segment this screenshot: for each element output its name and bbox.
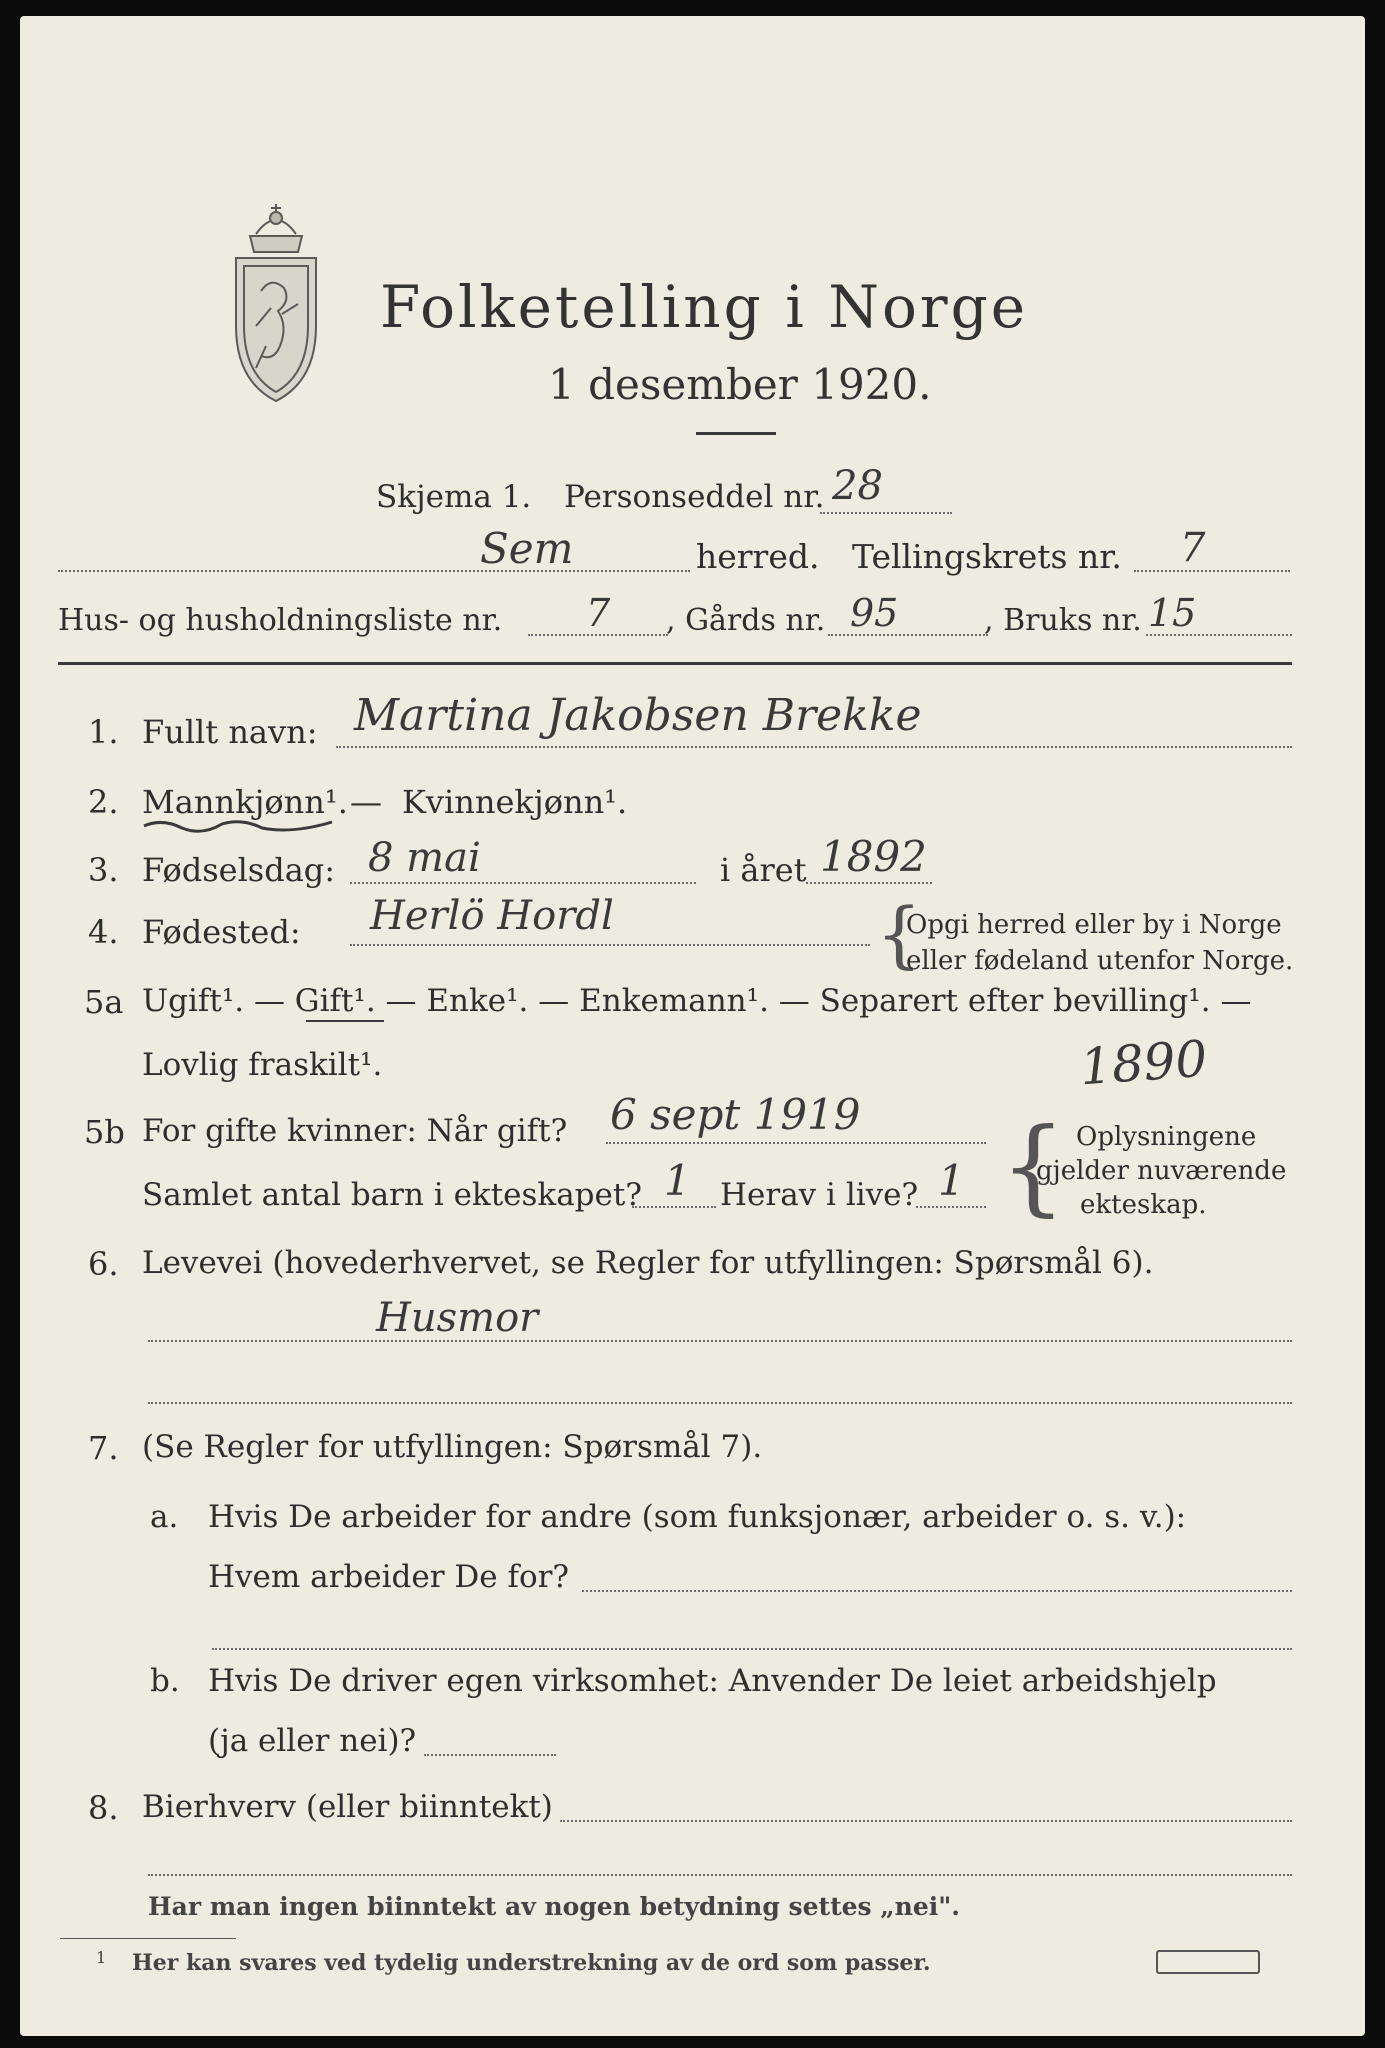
q5b-note-1: Oplysningene: [1076, 1122, 1257, 1152]
q5a-number: 5a: [84, 983, 124, 1021]
q5b-children-label: Samlet antal barn i ekteskapet?: [142, 1177, 642, 1213]
personseddel-label: Personseddel nr.: [564, 479, 825, 515]
tellingskrets-line: [1134, 570, 1290, 572]
q7a-line-2: Hvem arbeider De for?: [208, 1559, 570, 1595]
q2-female: Kvinnekjønn¹.: [402, 783, 628, 821]
q5b-children-value: 1: [664, 1156, 691, 1205]
q3-year-line: [806, 882, 932, 884]
hus-value: 7: [586, 591, 611, 635]
q5b-number: 5b: [84, 1113, 125, 1151]
herred-label: herred.: [696, 537, 820, 576]
q6-line-1: [148, 1340, 1292, 1342]
q4-number: 4.: [88, 913, 119, 951]
footer-note: Har man ingen biinntekt av nogen betydning settes „nei".: [148, 1892, 960, 1921]
herred-value: Sem: [480, 524, 574, 573]
q5b-alive-label: Herav i live?: [720, 1177, 919, 1213]
q5b-note-3: ekteskap.: [1080, 1190, 1207, 1220]
q1-value: Martina Jakobsen Brekke: [354, 690, 922, 741]
q7a-letter: a.: [150, 1499, 179, 1535]
q3-year-value: 1892: [820, 832, 927, 881]
title-divider: [696, 432, 776, 435]
personseddel-line: [820, 512, 952, 514]
q5b-married-value: 6 sept 1919: [610, 1090, 861, 1139]
q6-line-2: [148, 1402, 1292, 1404]
q5b-brace: {: [1000, 1105, 1067, 1227]
q5b-note-2: gjelder nuværende: [1036, 1156, 1287, 1186]
q4-line: [350, 944, 870, 946]
hus-label: Hus- og husholdningsliste nr.: [58, 603, 503, 638]
personseddel-value: 28: [832, 463, 883, 509]
q3-year-label: i året: [720, 851, 807, 889]
footnote-mark: 1: [96, 1948, 107, 1967]
q5b-alive-value: 1: [938, 1156, 965, 1205]
q1-line: [336, 746, 1292, 748]
q5a-annotation: 1890: [1078, 1029, 1210, 1097]
q7-label: (Se Regler for utfyllingen: Spørsmål 7).: [142, 1429, 763, 1465]
gards-label: , Gårds nr.: [666, 603, 826, 638]
q7a-answer-line-2: [212, 1648, 1292, 1650]
q5a-line-1: Ugift¹. — Gift¹. — Enke¹. — Enkemann¹. — Separert efter bevilling¹. —: [142, 983, 1252, 1019]
q8-line-2: [148, 1874, 1292, 1876]
printer-stamp: [1156, 1950, 1260, 1974]
q6-value: Husmor: [376, 1295, 539, 1341]
q3-label: Fødselsdag:: [142, 851, 336, 889]
footnote-rule: [60, 1938, 236, 1939]
q7b-line-2: (ja eller nei)?: [208, 1723, 417, 1759]
q6-number: 6.: [88, 1245, 119, 1283]
q6-label: Levevei (hovederhvervet, se Regler for utfyllingen: Spørsmål 6).: [142, 1245, 1154, 1281]
q5a-line-2: Lovlig fraskilt¹.: [142, 1047, 383, 1083]
q5b-married-label: For gifte kvinner: Når gift?: [142, 1113, 568, 1149]
q8-label: Bierhverv (eller biinntekt): [142, 1789, 553, 1825]
gards-value: 95: [850, 591, 899, 635]
q2-number: 2.: [88, 783, 119, 821]
q1-label: Fullt navn:: [142, 713, 318, 751]
q2-separator: —: [350, 783, 382, 821]
q7b-answer-line: [424, 1754, 556, 1756]
q5b-alive-line: [916, 1206, 986, 1208]
q8-line-1: [560, 1820, 1292, 1822]
q7b-line-1: Hvis De driver egen virksomhet: Anvender De leiet arbeidshjelp: [208, 1663, 1217, 1699]
q2-male-underline: [142, 816, 342, 836]
coat-of-arms-icon: [216, 196, 336, 416]
q3-value: 8 mai: [368, 835, 481, 881]
q7b-letter: b.: [150, 1663, 180, 1699]
q7-number: 7.: [88, 1429, 119, 1467]
q4-label: Fødested:: [142, 913, 301, 951]
q3-line: [350, 882, 696, 884]
skjema-label: Skjema 1.: [376, 479, 532, 515]
q4-value: Herlö Hordl: [370, 893, 614, 939]
census-date: 1 desember 1920.: [548, 360, 932, 409]
footnote-text: Her kan svares ved tydelig understrekning av de ord som passer.: [132, 1950, 931, 1976]
herred-line: [58, 570, 690, 572]
q3-number: 3.: [88, 851, 119, 889]
q4-note-1: Opgi herred eller by i Norge: [906, 910, 1282, 940]
tellingskrets-value: 7: [1180, 525, 1206, 571]
q4-brace: {: [876, 892, 922, 976]
q2-male: Mannkjønn¹.: [142, 783, 348, 821]
tellingskrets-label: Tellingskrets nr.: [852, 537, 1122, 576]
q5b-children-line: [632, 1206, 716, 1208]
q1-number: 1.: [88, 713, 119, 751]
q5b-married-line: [606, 1142, 986, 1144]
bruks-label: , Bruks nr.: [984, 603, 1142, 638]
census-form: [20, 16, 1365, 2036]
form-title: Folketelling i Norge: [380, 273, 1029, 341]
q8-number: 8.: [88, 1789, 119, 1827]
bruks-value: 15: [1148, 591, 1197, 635]
q7a-answer-line-1: [582, 1590, 1292, 1592]
header-divider: [58, 662, 1292, 665]
q5a-gift-underline: [306, 1020, 384, 1022]
q7a-line-1: Hvis De arbeider for andre (som funksjonær, arbeider o. s. v.):: [208, 1499, 1187, 1535]
q4-note-2: eller fødeland utenfor Norge.: [906, 946, 1294, 976]
